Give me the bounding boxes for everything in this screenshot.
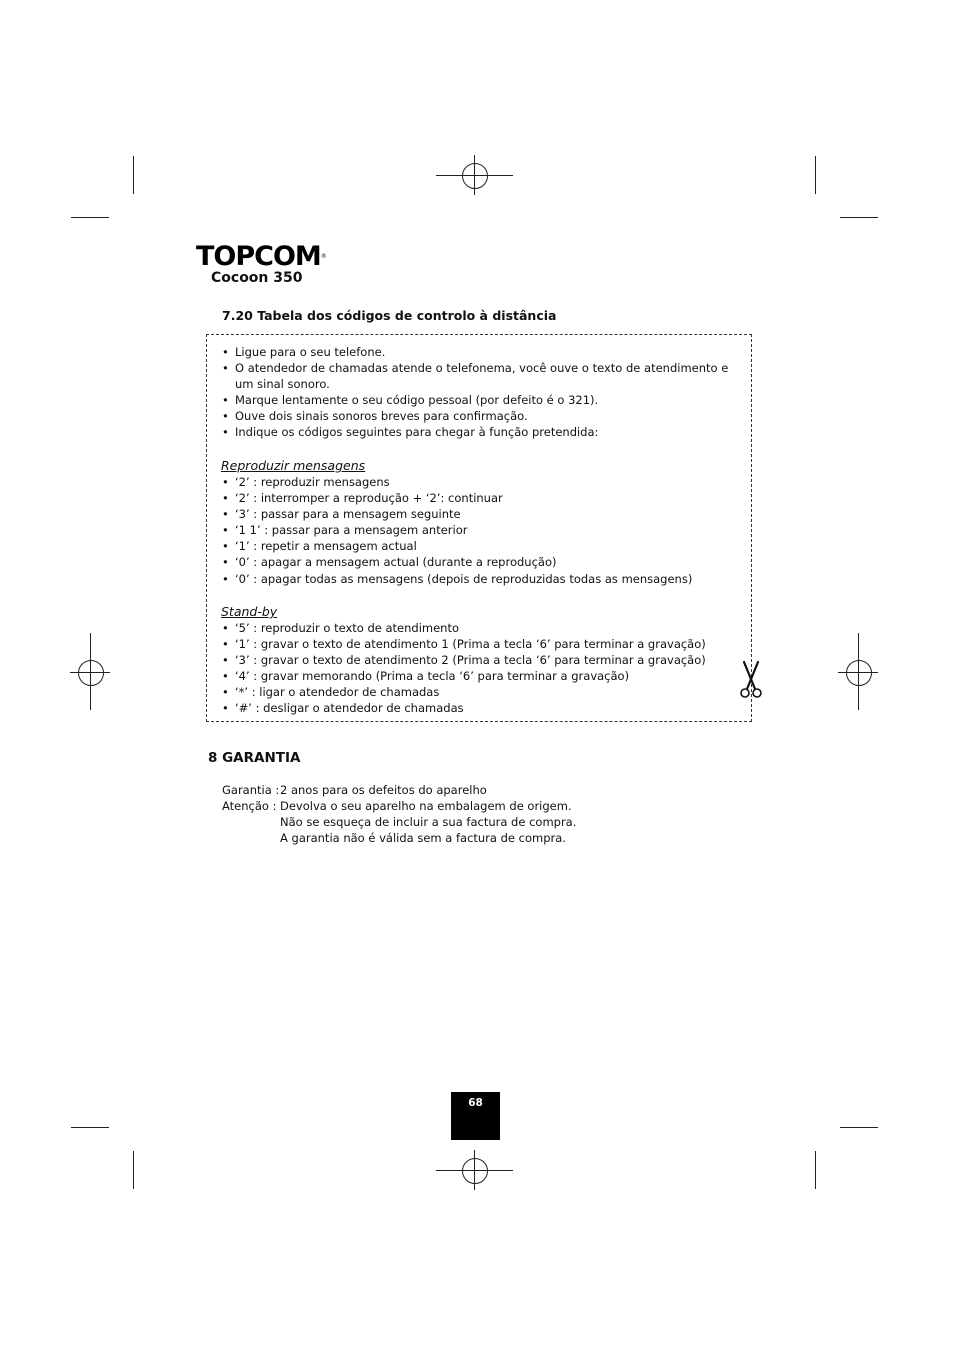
playback-list [221,474,741,587]
atencao-text [280,798,576,846]
crop-mark [815,1151,816,1189]
registered-mark: ® [320,253,327,260]
standby-heading: Stand-by [221,604,278,619]
section-title: 7.20 Tabela dos códigos de controlo à distância [222,308,557,323]
section-heading-garantia: 8 GARANTIA [208,750,301,766]
bullet: • [222,345,229,359]
page-number: 68 [451,1092,500,1140]
garantia-label: Garantia : [222,783,280,797]
brand-logo [196,243,327,270]
bullet: • [222,653,229,668]
bullet: • [222,621,229,635]
list-item [221,408,741,424]
list-item-text: ‘1’ : gravar o texto de atendimento 1 (Prima a tecla ‘6’ para terminar a gravação) [235,637,706,652]
warranty-block [222,782,576,846]
crop-mark [71,1127,109,1128]
standby-list [221,620,741,717]
bullet: • [222,393,229,408]
bullet: • [222,571,229,586]
atencao-line: Não se esqueça de incluir a sua factura de compra. [280,815,577,830]
list-item-text: ‘3’ : passar para a mensagem seguinte [235,507,461,522]
intro-list [221,344,741,441]
garantia-text: 2 anos para os defeitos do aparelho [280,783,487,797]
list-item [221,620,741,636]
list-item [221,490,741,506]
list-item-text: ‘2’ : reproduzir mensagens [235,475,390,489]
atencao-line: A garantia não é válida sem a factura de compra. [280,831,566,846]
bullet: • [222,669,229,684]
scissors-icon [738,660,764,700]
model-name: Cocoon 350 [211,270,303,286]
list-item [221,571,741,587]
bullet: • [222,475,229,489]
bullet: • [222,425,229,440]
atencao-line: Devolva o seu aparelho na embalagem de origem. [280,799,572,814]
crop-mark [815,156,816,194]
bullet: • [222,523,229,538]
crop-mark [840,217,878,218]
playback-heading: Reproduzir mensagens [221,458,366,473]
bullet: • [222,409,229,424]
list-item [221,424,741,440]
list-item-text: Ligue para o seu telefone. [235,345,386,359]
list-item [221,474,741,490]
list-item-text: Indique os códigos seguintes para chegar à função pretendida: [235,425,599,440]
brand-name: TOPCOM [196,241,321,272]
list-item-text: Marque lentamente o seu código pessoal (por defeito é o 321). [235,393,599,408]
list-item [221,652,741,668]
list-item-text: Ouve dois sinais sonoros breves para confirmação. [235,409,528,424]
list-item [221,360,741,392]
crop-mark [133,1151,134,1189]
list-item [221,344,741,360]
bullet: • [222,539,229,554]
list-item [221,554,741,570]
bullet: • [222,491,229,506]
list-item-text: ‘2’ : interromper a reprodução + ‘2’: continuar [235,491,503,506]
list-item [221,668,741,684]
bullet: • [222,701,229,716]
bullet: • [222,361,229,376]
bullet: • [222,637,229,652]
bullet: • [222,507,229,522]
list-item [221,522,741,538]
list-item-text: ‘0’ : apagar a mensagem actual (durante a reprodução) [235,555,557,570]
list-item [221,538,741,554]
list-item-text: ‘*’ : ligar o atendedor de chamadas [235,685,440,700]
crop-mark [133,156,134,194]
atencao-label: Atenção : [222,799,277,814]
list-item [221,636,741,652]
list-item-text: ‘4’ : gravar memorando (Prima a tecla ‘6’ para terminar a gravação) [235,669,630,684]
list-item [221,506,741,522]
list-item-text: ‘5’ : reproduzir o texto de atendimento [235,621,460,635]
list-item-text: O atendedor de chamadas atende o telefonema, você ouve o texto de atendimento e um sinal sonoro. [235,361,729,392]
list-item-text: ‘#’ : desligar o atendedor de chamadas [235,701,464,716]
crop-mark [840,1127,878,1128]
list-item [221,684,741,700]
list-item [221,700,741,716]
list-item [221,392,741,408]
crop-mark [71,217,109,218]
list-item-text: ‘1’ : repetir a mensagem actual [235,539,417,554]
list-item-text: ‘1 1’ : passar para a mensagem anterior [235,523,468,538]
list-item-text: ‘0’ : apagar todas as mensagens (depois de reproduzidas todas as mensagens) [235,571,693,586]
list-item-text: ‘3’ : gravar o texto de atendimento 2 (Prima a tecla ‘6’ para terminar a gravação) [235,653,706,668]
bullet: • [222,685,229,700]
bullet: • [222,555,229,570]
